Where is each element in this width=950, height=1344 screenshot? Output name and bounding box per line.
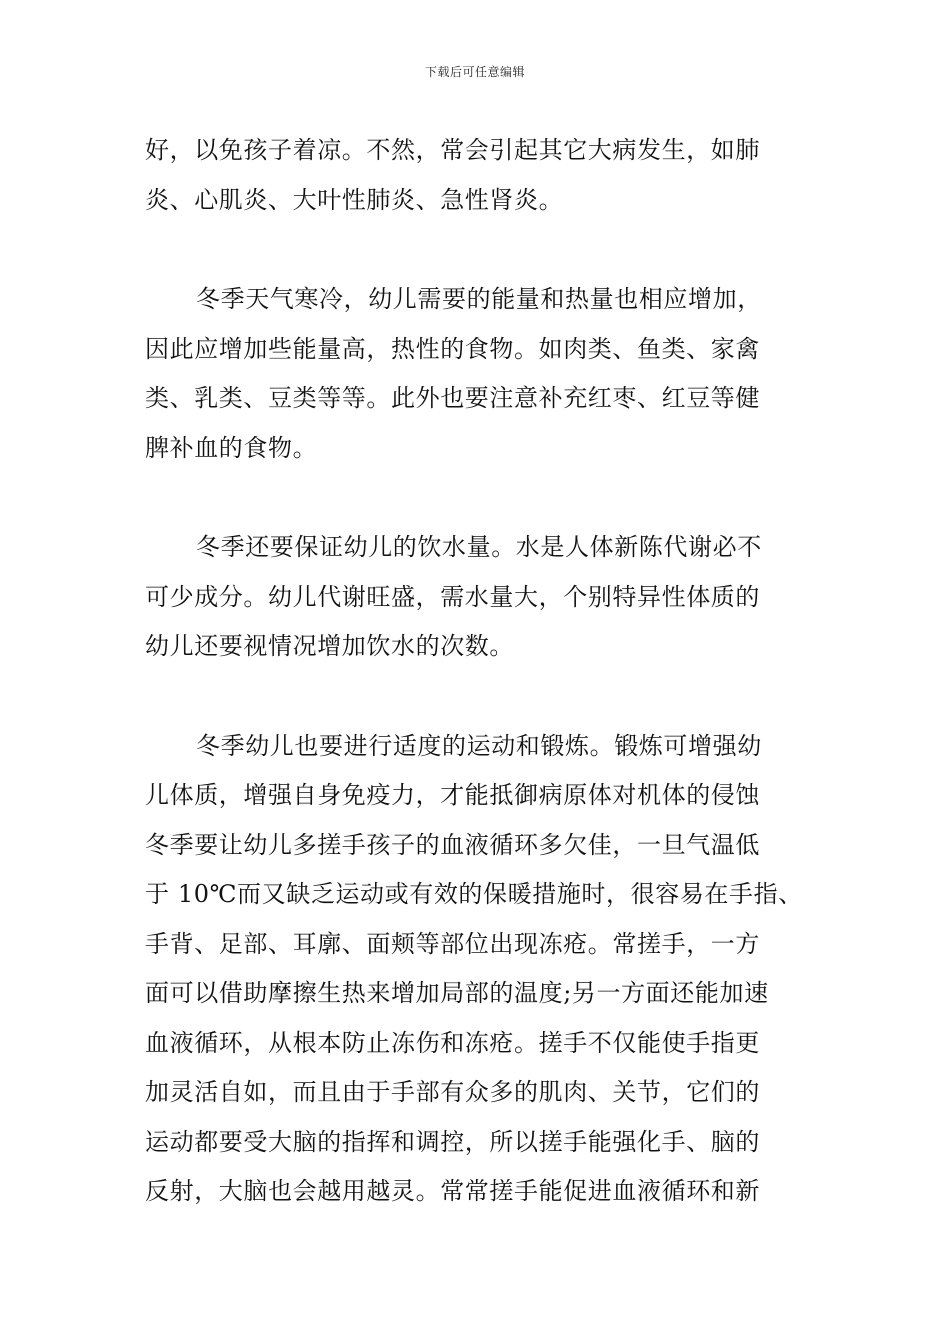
text-line: 运动都要受大脑的指挥和调控，所以搓手能强化手、脑的 [145,1127,760,1156]
paragraph-gap [145,473,825,523]
text-line: 面可以借助摩擦生热来增加局部的温度;另一方面还能加速 [145,979,769,1007]
paragraph-gap [145,672,825,722]
text-line: 手背、足部、耳廓、面颊等部位出现冻疮。常搓手，一方 [145,929,760,958]
text-line: 幼儿还要视情况增加饮水的次数。 [145,632,514,660]
text-line: 冬季还要保证幼儿的饮水量。水是人体新陈代谢必不 [196,533,762,561]
text-line: 可少成分。幼儿代谢旺盛，需水量大，个别特异性体质的 [145,582,760,611]
text-line: 冬季天气寒冷，幼儿需要的能量和热量也相应增加， [196,285,762,313]
paragraph-1 [145,126,825,225]
text-line: 炎、心肌炎、大叶性肺炎、急性肾炎。 [145,185,564,214]
text-line: 好，以免孩子着凉。不然，常会引起其它大病发生，如肺 [145,136,760,164]
text-line: 类、乳类、豆类等等。此外也要注意补充红枣、红豆等健 [145,384,760,412]
paragraph-3 [145,523,825,672]
body-text [145,126,825,1217]
paragraph-4 [145,722,825,1217]
text-line: 冬季幼儿也要进行适度的运动和锻炼。锻炼可增强幼 [196,731,762,760]
text-line: 脾补血的食物。 [145,433,318,462]
text-line: 因此应增加些能量高，热性的食物。如肉类、鱼类、家禽 [145,334,760,363]
paragraph-gap [145,225,825,275]
text-line: 加灵活自如，而且由于手部有众多的肌肉、关节，它们的 [145,1078,760,1106]
paragraph-2 [145,275,825,473]
text-line: 于 10℃而又缺乏运动或有效的保暖措施时，很容易在手指、 [145,880,803,908]
text-line: 冬季要让幼儿多搓手孩子的血液循环多欠佳，一旦气温低 [145,830,760,859]
text-line: 血液循环，从根本防止冻伤和冻疮。搓手不仅能使手指更 [145,1028,760,1057]
text-line: 儿体质，增强自身免疫力，才能抵御病原体对机体的侵蚀 [145,781,760,809]
text-line: 反射，大脑也会越用越灵。常常搓手能促进血液循环和新 [145,1177,760,1205]
page-header: 下载后可任意编辑 [424,65,525,79]
